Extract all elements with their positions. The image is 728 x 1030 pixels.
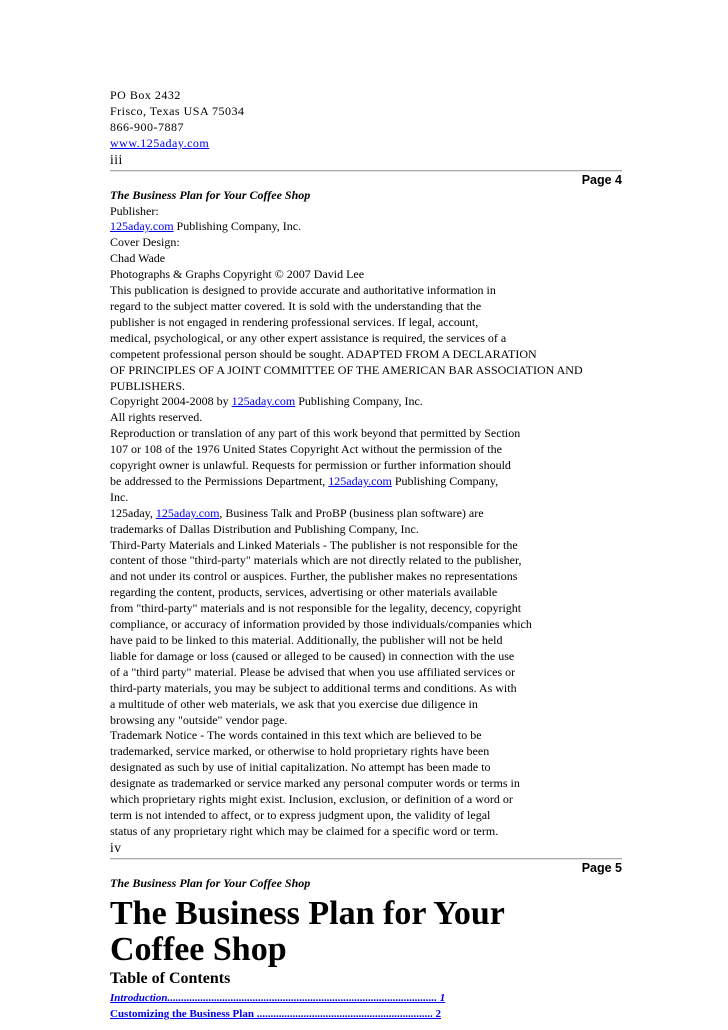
document-page [110, 88, 622, 1022]
third-party-line: regarding the content, products, services, advertising or other materials available [110, 585, 498, 600]
reproduction-paragraph [110, 426, 622, 506]
publisher-link[interactable]: 125aday.com [110, 219, 174, 234]
rights-reserved: All rights reserved. [110, 410, 203, 425]
disclaimer-line: medical, psychological, or any other expert assistance is required, the services of a [110, 330, 507, 345]
disclaimer-line: regard to the subject matter covered. It is sold with the understanding that the [110, 298, 482, 313]
publisher-label: Publisher: [110, 203, 159, 218]
running-title: The Business Plan for Your Coffee Shop [110, 875, 311, 890]
copyright-publisher: Publishing Company, Inc. [295, 394, 423, 409]
cover-label: Cover Design: [110, 235, 180, 250]
third-party-line: from "third-party" materials and is not responsible for the legality, decency, copyright [110, 601, 522, 616]
book-heading [110, 896, 622, 968]
permissions-link[interactable]: 125aday.com [328, 473, 392, 488]
third-party-line: content of those "third-party" materials which are not directly related to the publisher, [110, 553, 522, 568]
page-separator-4 [110, 168, 622, 188]
disclaimer-line: PUBLISHERS. [110, 378, 186, 393]
reproduction-line: copyright owner is unlawful. Requests for permission or further information should [110, 458, 511, 473]
trademark-text: 125aday, [110, 505, 156, 520]
third-party-line: compliance, or accuracy of information provided by those individuals/companies which [110, 617, 532, 632]
inc-line: Inc. [110, 489, 129, 504]
publisher-name: Publishing Company, Inc. [173, 219, 302, 234]
trademark-notice-line: designated as such by use of initial capitalization. No attempt has been made to [110, 760, 491, 775]
page-numeral-iv: iv [110, 839, 122, 855]
book-heading-line-1: The Business Plan for Your [110, 894, 505, 932]
third-party-line: and not under its control or auspices. Further, the publisher makes no representations [110, 569, 518, 584]
disclaimer-line: OF PRINCIPLES OF A JOINT COMMITTEE OF THE AMERICAN BAR ASSOCIATION AND [110, 362, 583, 377]
title-page [110, 876, 622, 1022]
trademark-line [110, 506, 622, 522]
address-block [110, 88, 622, 168]
page-numeral-iii: iii [110, 151, 123, 167]
third-party-line: third-party materials, you may be subject to additional terms and conditions. As with [110, 680, 517, 695]
separator-line [110, 170, 622, 172]
third-party-line: a multitude of other web materials, we ask that you exercise due diligence in [110, 696, 478, 711]
disclaimer-paragraph [110, 283, 622, 394]
separator-line [110, 858, 622, 860]
address-po-box: PO Box 2432 [110, 88, 181, 102]
toc-entry-introduction[interactable]: Introduction.................................................................................................. 1 [110, 991, 446, 1004]
page-separator-5 [110, 856, 622, 876]
disclaimer-line: publisher is not engaged in rendering professional services. If legal, account, [110, 314, 479, 329]
trademark-notice-line: which proprietary rights might exist. Inclusion, exclusion, or definition of a word or [110, 792, 513, 807]
website-link[interactable]: www.125aday.com [110, 135, 210, 150]
trademark-paragraph [110, 506, 622, 538]
toc-title: Table of Contents [110, 969, 231, 987]
third-party-paragraph [110, 538, 622, 729]
copyright-text: Copyright 2004-2008 by [110, 394, 232, 409]
trademark-link[interactable]: 125aday.com [155, 505, 220, 520]
trademark-line-2: trademarks of Dallas Distribution and Publishing Company, Inc. [110, 521, 419, 536]
disclaimer-line: competent professional person should be sought. ADAPTED FROM A DECLARATION [110, 346, 537, 361]
third-party-line: liable for damage or loss (caused or alleged to be caused) in connection with the use [110, 648, 515, 663]
third-party-line: Third-Party Materials and Linked Materials - The publisher is not responsible for the [110, 537, 518, 552]
page-label-4: Page 4 [581, 172, 622, 187]
trademark-rest: , Business Talk and ProBP (business plan software) are [219, 505, 484, 520]
reproduction-line: Reproduction or translation of any part of this work beyond that permitted by Section [110, 426, 521, 441]
trademark-notice-line: trademarked, service marked, or otherwise to hold proprietary rights have been [110, 744, 490, 759]
permissions-text: be addressed to the Permissions Department, [110, 473, 329, 488]
running-title: The Business Plan for Your Coffee Shop [110, 187, 311, 202]
toc-entry-customizing[interactable]: Customizing the Business Plan ................................................................ 2 [110, 1007, 441, 1020]
disclaimer-line: This publication is designed to provide accurate and authoritative information in [110, 283, 496, 298]
trademark-notice-line: term is not intended to affect, or to express judgment upon, the validity of legal [110, 807, 491, 822]
third-party-line: of a "third party" material. Please be advised that when you use affiliated services or [110, 664, 516, 679]
trademark-notice-line: designate as trademarked or service marked any personal computer words or terms in [110, 776, 520, 791]
trademark-notice-line: status of any proprietary right which may be claimed for a specific word or term. [110, 823, 499, 838]
address-phone: 866-900-7887 [110, 119, 184, 134]
reproduction-line: 107 or 108 of the 1976 United States Copyright Act without the permission of the [110, 442, 502, 457]
copyright-line [110, 394, 622, 410]
third-party-line: have paid to be linked to this material. Additionally, the publisher will not be held [110, 633, 503, 647]
copyright-page [110, 188, 622, 856]
trademark-notice-line: Trademark Notice - The words contained in this text which are believed to be [110, 728, 482, 743]
address-city: Frisco, Texas USA 75034 [110, 103, 245, 118]
publisher-line [110, 219, 622, 235]
copyright-link[interactable]: 125aday.com [231, 394, 296, 409]
trademark-notice-paragraph [110, 728, 622, 839]
photo-copyright: Photographs & Graphs Copyright © 2007 David Lee [110, 267, 365, 282]
third-party-line: browsing any "outside" vendor page. [110, 712, 288, 727]
page-label-5: Page 5 [581, 860, 622, 875]
permissions-line [110, 474, 622, 490]
permissions-publisher: Publishing Company, [391, 473, 499, 488]
book-heading-line-2: Coffee Shop [110, 930, 287, 968]
cover-name: Chad Wade [110, 251, 166, 266]
